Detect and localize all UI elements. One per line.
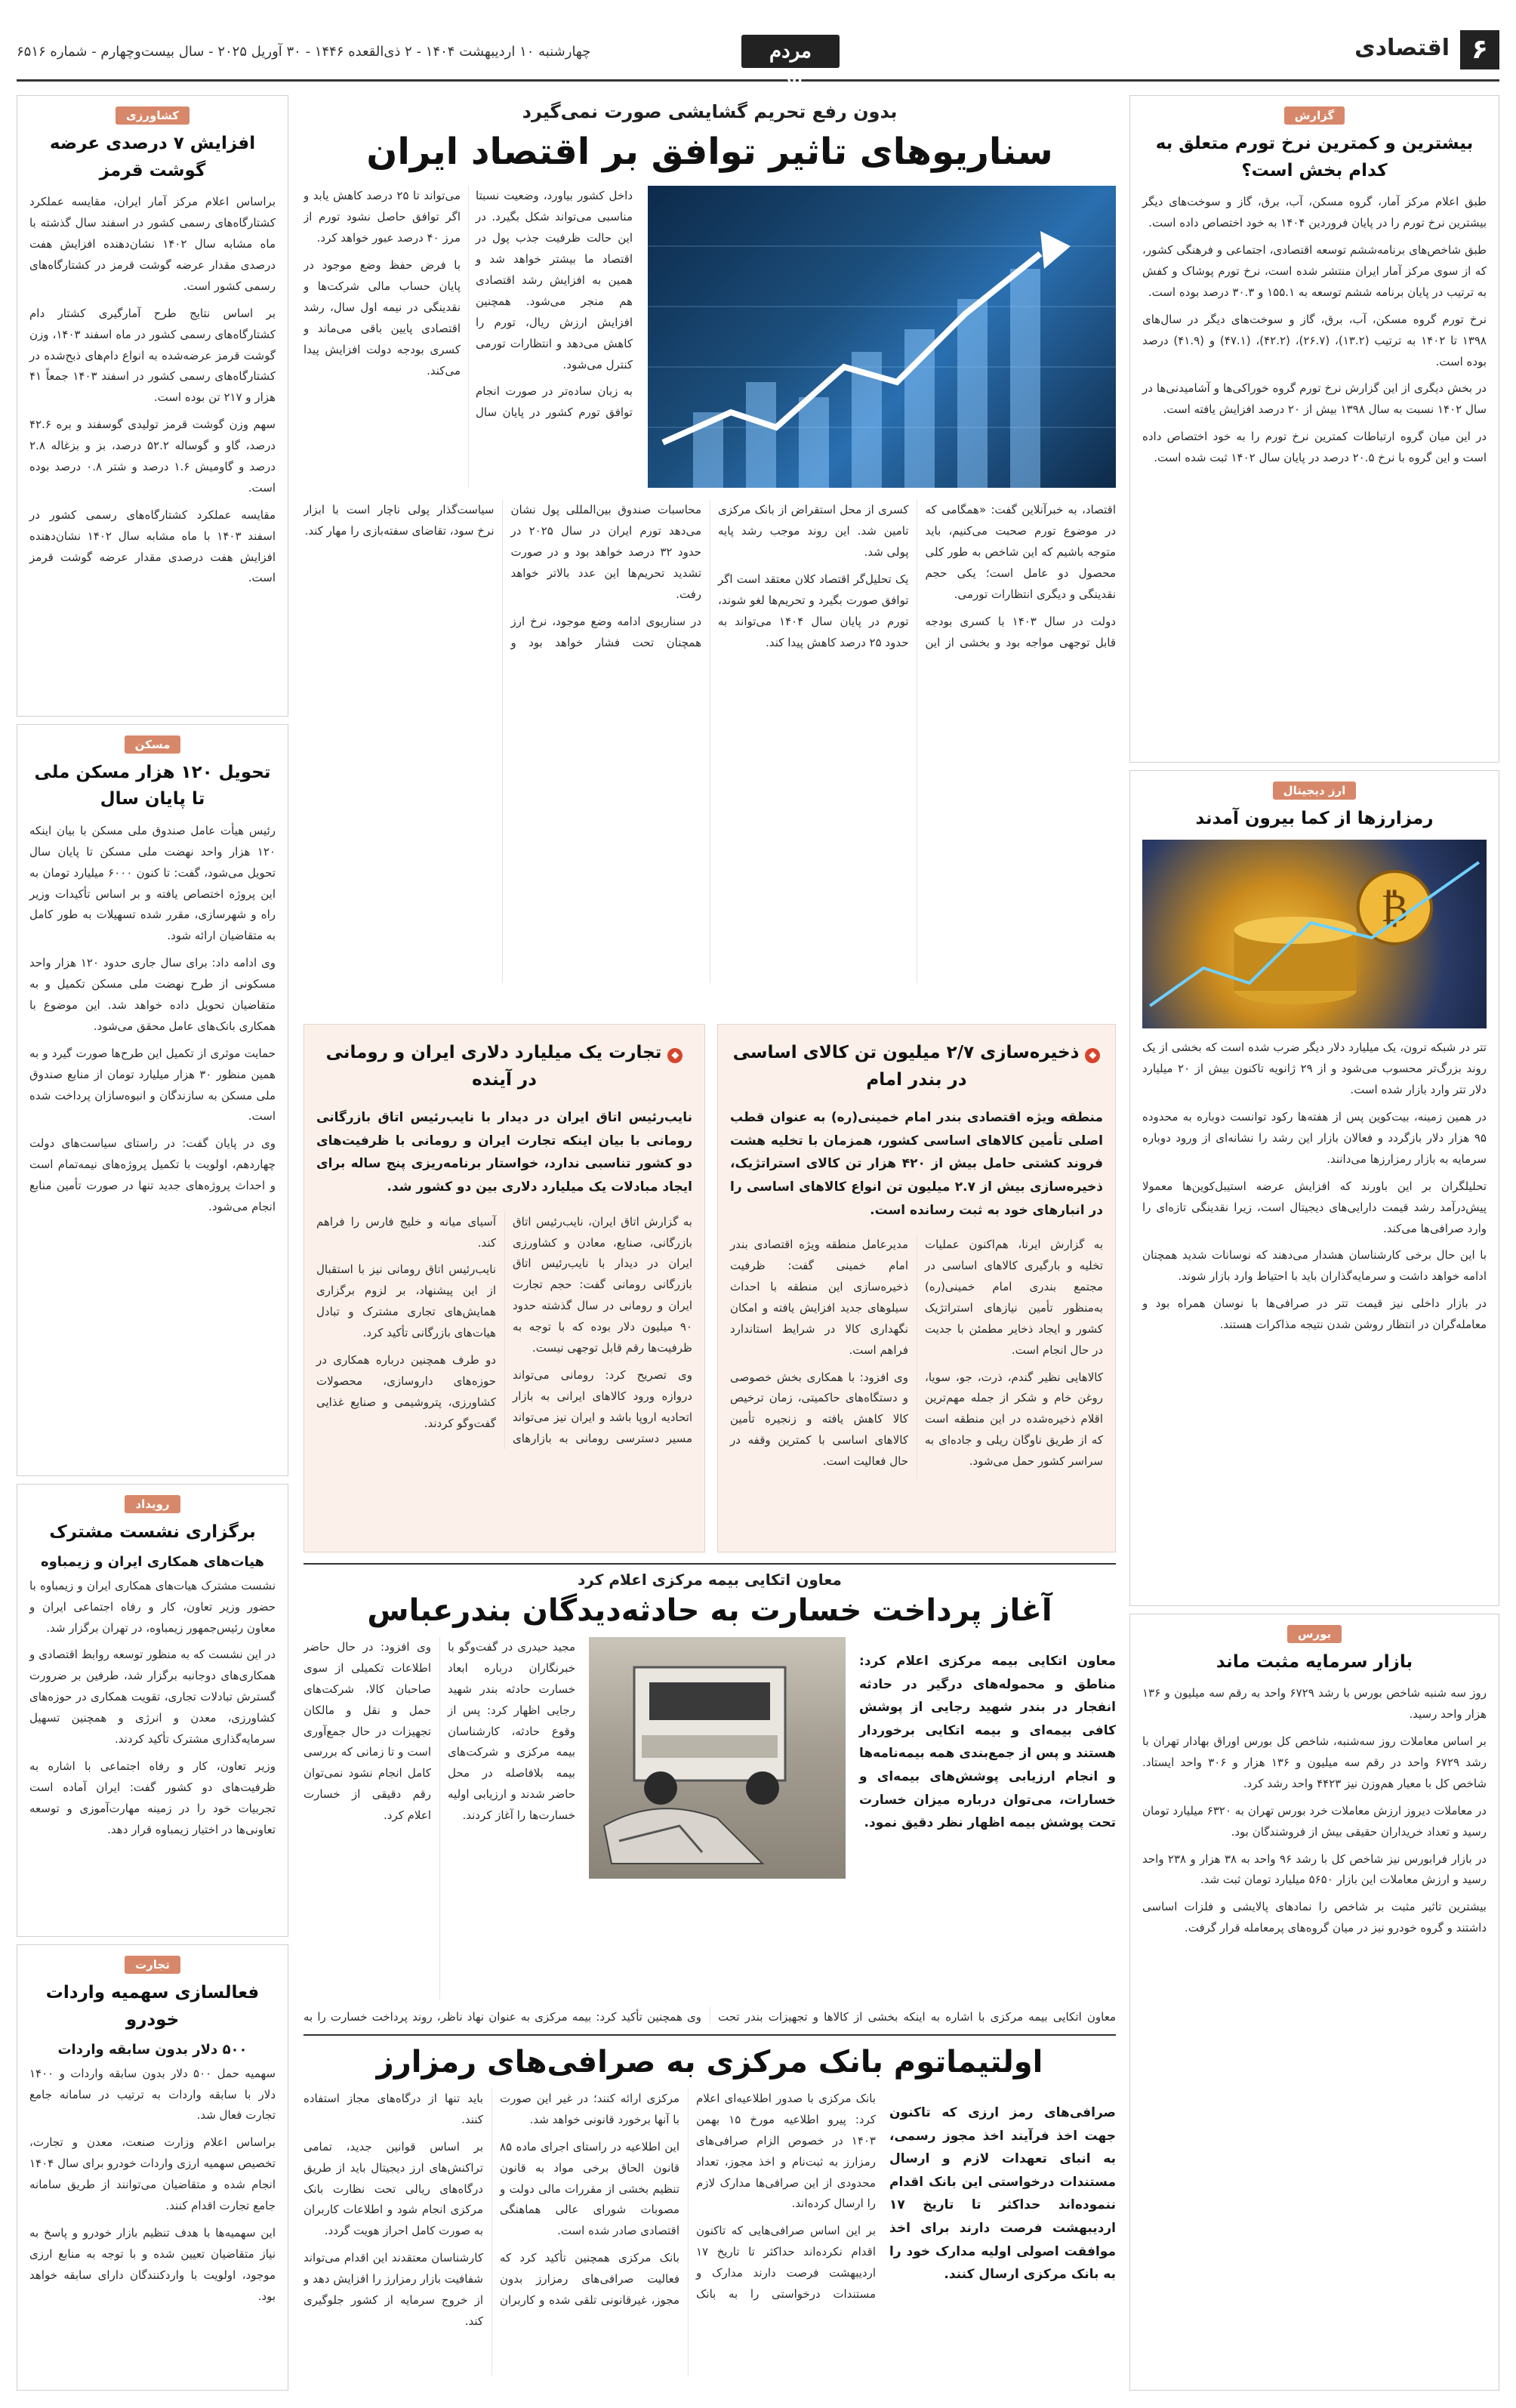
- article-title: بیشترین و کمترین نرخ تورم متعلق به کدام بخش است؟: [1155, 134, 1474, 180]
- article-subtitle: ۵۰۰ دلار بدون سابقه واردات: [57, 2041, 248, 2058]
- lead-kicker: بدون رفع تحریم گشایشی صورت نمی‌گیرد: [522, 101, 898, 122]
- paragraph: تحلیلگران بر این باورند که افزایش عرضه استیبل‌کوین‌ها معمولا پیش‌درآمد رشد قیمت دارایی‌های دیجیتال است، زیرا نقدینگی تازه‌ای را وارد صرافی‌ها می‌کند.: [1142, 1179, 1487, 1235]
- paragraph: داخل کشور بیاورد، وضعیت نسبتا مناسبی می‌تواند شکل بگیرد. در این حالت ظرفیت جذب پول در اقتصاد ما بیشتر خواهد شد و همین به افزایش رشد اقتصادی هم منجر می‌شود. همچنین افزایش ارزش ریال، تورم را کاهش می‌دهد و انتظارات تورمی کنترل می‌شود.: [476, 189, 633, 372]
- paragraph: بر اساس قوانین جدید، تمامی تراکنش‌های ارز دیجیتال باید از طریق درگاه‌های ریالی تحت نظارت بانک مرکزی انجام شود و اطلاعات کاربران به صورت کامل احراز هویت گردد.: [304, 2139, 483, 2238]
- paragraph: معاون اتکایی بیمه مرکزی با اشاره به اینکه بخشی از کالاها و تجهیزات بندر تحت: [718, 2010, 1116, 2024]
- paragraph: کالاهایی نظیر گندم، ذرت، جو، سویا، روغن خام و شکر از جمله مهم‌ترین اقلام ذخیره‌شده در این منطقه است که از طریق ناوگان ریلی و جاده‌ای به سراسر کشور حمل می‌شود.: [925, 1370, 1103, 1469]
- paragraph: براساس اعلام مرکز آمار ایران، مقایسه عملکرد کشتارگاه‌های رسمی کشور در اسفند سال گذشته با ماه مشابه سال ۱۴۰۲ نشان‌دهنده افزایش هفت درصدی مقدار عرضه گوشت قرمز در کشتارگاه‌های رسمی کشور است.: [29, 195, 276, 293]
- right-column: [1129, 95, 1499, 2391]
- paragraph: وی ادامه داد: برای سال جاری حدود ۱۲۰ هزار واحد مسکونی از طرح نهضت ملی مسکن تکمیل و به متقاضیان تحویل داده خواهد شد. این موضوع با همکاری بانک‌های عامل محقق می‌شود.: [29, 956, 276, 1033]
- paragraph: نشست مشترک هیات‌های همکاری ایران و زیمباوه با حضور وزیر تعاون، کار و رفاه اجتماعی ایران و معاون رئیس‌جمهور زیمباوه، در تهران برگزار شد.: [29, 1578, 276, 1635]
- paragraph: بانک مرکزی همچنین تأکید کرد که فعالیت صرافی‌های رمزارز بدون مجوز، غیرقانونی تلقی شده و کاربران باید تنها از درگاه‌های مجاز استفاده کنند.: [304, 2092, 679, 2308]
- section-tag: رویداد: [125, 1495, 180, 1513]
- masthead: [17, 14, 1499, 96]
- paragraph: کارشناسان معتقدند این اقدام می‌تواند شفافیت بازار رمزارز را افزایش دهد و از خروج سرمایه از کشور جلوگیری کند.: [304, 2251, 483, 2328]
- paragraph: به گزارش اتاق ایران، نایب‌رئیس اتاق بازرگانی، صنایع، معادن و کشاورزی ایران در دیدار با نایب‌رئیس اتاق بازرگانی رومانی گفت: حجم تجارت ایران و رومانی در سال گذشته حدود ۹۰ میلیون دلار بوده که با توجه به ظرفیت‌ها رقم قابل توجهی نیست.: [513, 1214, 692, 1355]
- paragraph: بر اساس نتایج طرح آمارگیری کشتار دام کشتارگاه‌های رسمی کشور در ماه اسفند ۱۴۰۳، وزن گوشت قرمز عرضه‌شده به انواع دام‌های ذبح‌شده در کشتارگاه‌های رسمی کشور در اسفند ۱۴۰۳ جمعاً ۴۱ هزار و ۲۱۷ تن بوده است.: [29, 306, 276, 405]
- section-tag: گزارش: [1284, 106, 1345, 125]
- svg-text:₿: ₿: [1381, 885, 1409, 932]
- article-title: برگزاری نشست مشترک: [49, 1522, 256, 1543]
- paragraph: محاسبات صندوق بین‌المللی پول نشان می‌دهد تورم ایران در سال ۲۰۲۵ در حدود ۳۲ درصد خواهد بود و در صورت تشدید تحریم‌ها این عدد بالاتر خواهد رفت.: [510, 503, 701, 601]
- section-tag: تجارت: [125, 1956, 180, 1974]
- article-title-text: تجارت یک میلیارد دلاری ایران و رومانی در آینده: [325, 1043, 662, 1090]
- paragraph: طبق شاخص‌های برنامه‌ششم توسعه اقتصادی، اجتماعی و فرهنگی کشور، که از سوی مرکز آمار ایران منتشر شده است، نرخ تورم پوشاک و کفش به ترتیب در پایان برنامه ششم توسعه به ۱۵۵.۱ و ۳۰.۳ درصد بوده است.: [1142, 243, 1487, 299]
- paragraph: رئیس هیأت عامل صندوق ملی مسکن با بیان اینکه ۱۲۰ هزار واحد نهضت ملی مسکن تا پایان سال تحویل می‌شود، گفت: تا کنون ۶۰۰۰ میلیارد تومان به این پروژه اختصاص یافته و بر اساس تأکیدات وزیر راه و شهرسازی، مقرر شده تسهیلات به طور کامل به متقاضیان ارائه شود.: [29, 823, 276, 943]
- paragraph: بیشترین تاثیر مثبت بر شاخص را نمادهای پالایشی و فلزات اساسی داشتند و گروه خودرو نیز در میان گروه‌های پرمعامله قرار گرفت.: [1142, 1900, 1487, 1935]
- paragraph: وزیر تعاون، کار و رفاه اجتماعی با اشاره به ظرفیت‌های دو کشور گفت: ایران آماده است تجربیات خود را در زمینه مهارت‌آموزی و توسعه تعاونی‌ها در اختیار زیمباوه قرار دهد.: [29, 1759, 276, 1836]
- stock-chart-image: [648, 186, 1116, 488]
- cbi-headline: اولتیماتوم بانک مرکزی به صرافی‌های رمزارز: [376, 2045, 1043, 2080]
- paragraph: در این نشست که به منظور توسعه روابط اقتصادی و همکاری‌های دوجانبه برگزار شد، طرفین بر ضرورت گسترش تبادلات تجاری، تقویت همکاری در حوزه‌های کشاورزی، معدن و انرژی و همچنین تسهیل سرمایه‌گذاری مشترک تأکید کردند.: [29, 1648, 276, 1747]
- article-lead: منطقه ویژه اقتصادی بندر امام خمینی(ره) به عنوان قطب اصلی تأمین کالاهای اساسی کشور، همزمان با تخلیه هشت فروند کشتی حامل بیش از ۴۲۰ هزار تن کالای استراتژیک، ذخیره‌سازی بیش از ۲.۷ میلیون تن انواع کالاهای اساسی را در انبارهای خود به ثبت رسانده است.: [730, 1110, 1104, 1218]
- article-title: [316, 1040, 692, 1093]
- article-marker-icon: ◆: [1085, 1048, 1100, 1063]
- paragraph: نرخ تورم گروه مسکن، آب، برق، گاز و سوخت‌های دیگر در سال‌های ۱۳۹۸ تا ۱۴۰۲ به ترتیب (۱۳.۲)، (۲۶.۷)، (۴۲.۲)، (۴۷.۱) و (۴۱.۹) درصد بوده است.: [1142, 312, 1487, 368]
- paragraph: طبق اعلام مرکز آمار، گروه مسکن، آب، برق، گاز و سوخت‌های دیگر بیشترین نرخ تورم را در پایان فروردین ۱۴۰۴ به خود اختصاص داده است.: [1142, 195, 1487, 230]
- paragraph: وی تصریح کرد: رومانی می‌تواند دروازه ورود کالاهای ایرانی به بازار اتحادیه اروپا باشد و ایران نیز می‌تواند مسیر دسترسی رومانی به بازارهای آسیای میانه و خلیج فارس را فراهم کند.: [316, 1214, 692, 1445]
- paragraph: نایب‌رئیس اتاق رومانی نیز با استقبال از این پیشنهاد، بر لزوم برگزاری همایش‌های تجاری مشترک و تبادل هیات‌های بازرگانی تأکید کرد.: [316, 1263, 496, 1340]
- article-title: رمزارزها از کما بیرون آمدند: [1195, 808, 1434, 828]
- paragraph: مجید حیدری در گفت‌وگو با خبرنگاران درباره ابعاد خسارت حادثه بندر شهید رجایی اظهار کرد: پس از وقوع حادثه، کارشناسان بیمه مرکزی و شرکت‌های بیمه بلافاصله در محل حاضر شدند و ارزیابی اولیه خسارت‌ها را آغاز کردند.: [448, 1640, 575, 1823]
- dateline: چهارشنبه ۱۰ اردیبهشت ۱۴۰۴ - ۲ ذی‌القعده ۱۴۴۶ - ۳۰ آوریل ۲۰۲۵ - سال بیست‌وچهارم - شماره ۶۵۱۶: [17, 44, 591, 60]
- paragraph: اقتصاد، به خبرآنلاین گفت: «همگامی که در موضوع تورم صحبت می‌کنیم، باید متوجه باشیم که این شاخص به طور کلی محصول دو عامل است؛ یکی حجم نقدینگی و دیگری انتظارات تورمی.: [925, 503, 1116, 601]
- paragraph: وی در پایان گفت: در راستای سیاست‌های دولت چهاردهم، اولویت با تکمیل پروژه‌های نیمه‌تمام است و احداث پروژه‌های جدید تنها در صورت تأمین منابع انجام می‌شود.: [29, 1136, 276, 1213]
- paragraph: وی افزود: با همکاری بخش خصوصی و دستگاه‌های حاکمیتی، زمان ترخیص کالا کاهش یافته و زنجیره تأمین کالاهای اساسی با کمترین وقفه در حال فعالیت است.: [730, 1370, 908, 1469]
- paragraph: بر این اساس صرافی‌هایی که تاکنون اقدام نکرده‌اند حداکثر تا تاریخ ۱۷ اردیبهشت فرصت دارند مدارک و مستندات درخواستی را به بانک مرکزی ارائه کنند؛ در غیر این صورت با آنها برخورد قانونی خواهد شد.: [500, 2092, 876, 2302]
- paragraph: در سناریوی ادامه وضع موجود، نرخ ارز همچنان تحت فشار خواهد بود و سیاست‌گذار پولی ناچار است با ابزار نرخ سود، تقاضای سفته‌بازی را مهار کند.: [304, 503, 701, 649]
- article-marker-icon: ◆: [667, 1048, 683, 1063]
- paragraph: با فرض حفظ وضع موجود در پایان حساب مالی شرکت‌ها و نقدینگی در نیمه اول سال، رشد اقتصادی پایین باقی می‌ماند و کسری بودجه دولت افزایش پیدا می‌کند.: [304, 258, 461, 378]
- iran-romania-box: [304, 1024, 705, 1552]
- paragraph: مدیرعامل منطقه ویژه اقتصادی بندر امام خمینی گفت: ظرفیت ذخیره‌سازی این منطقه با احداث سیلوهای جدید افزایش یافته و امکان نگهداری کالا در شرایط استاندارد فراهم است.: [730, 1238, 908, 1357]
- paragraph: سهم وزن گوشت قرمز تولیدی گوسفند و بره ۴۲.۶ درصد، گاو و گوساله ۵۲.۲ درصد، بز و بزغاله ۲.۸ درصد و گاومیش ۱.۶ درصد و شتر ۰.۸ درصد بوده است.: [29, 418, 276, 495]
- crash-scene-image: [589, 1637, 846, 1879]
- lead-story: [304, 95, 1116, 1016]
- article-title: بازار سرمایه مثبت ماند: [1216, 1651, 1413, 1672]
- paragraph: این سهمیه‌ها با هدف تنظیم بازار خودرو و پاسخ به نیاز متقاضیان تعیین شده و با توجه به منابع ارزی موجود، اولویت با واردکنندگان دارای سابقه خواهد بود.: [29, 2225, 276, 2303]
- coin-stack-graphic: [1142, 840, 1487, 1028]
- agri-box: [17, 95, 288, 717]
- damaged-truck-graphic: [589, 1637, 846, 1879]
- paragraph: در بخش دیگری از این گزارش نرخ تورم گروه خوراکی‌ها و آشامیدنی‌ها در سال ۱۴۰۲ نسبت به سال ۱۳۹۸ بیش از ۲۰ درصد افزایش یافته است.: [1142, 381, 1487, 417]
- paragraph: با این حال برخی کارشناسان هشدار می‌دهند که نوسانات شدید همچنان ادامه خواهد داشت و سرمایه‌گذاران باید با احتیاط وارد بازار شوند.: [1142, 1248, 1487, 1284]
- paragraph: به زبان ساده‌تر در صورت انجام توافق تورم کشور در پایان سال می‌تواند تا ۲۵ درصد کاهش یابد و اگر توافق حاصل نشود تورم از مرز ۴۰ درصد عبور خواهد کرد.: [304, 189, 633, 420]
- insurance-kicker: معاون اتکایی بیمه مرکزی اعلام کرد: [578, 1571, 842, 1589]
- paragraph: حمایت موثری از تکمیل این طرح‌ها صورت گیرد و به همین منظور ۳۰ هزار میلیارد تومان از منابع صندوق ملی مسکن به سازندگان و انبوه‌سازان پرداخت شده است.: [29, 1046, 276, 1124]
- paragraph: دو طرف همچنین درباره همکاری در حوزه‌های داروسازی، محصولات کشاورزی، پتروشیمی و صنایع غذایی گفت‌وگو کردند.: [316, 1353, 496, 1430]
- paragraph: به گزارش ایرنا، هم‌اکنون عملیات تخلیه و بارگیری کالاهای اساسی در مجتمع بندری امام خمینی(ره) به‌منظور تأمین نیازهای استراتژیک کشور و ایجاد ذخایر مطمئن با جدیت در حال انجام است.: [925, 1238, 1103, 1357]
- article-title: فعالسازی سهمیه واردات خودرو: [45, 1983, 260, 2030]
- article-title: افزایش ۷ درصدی عرضه گوشت قرمز: [49, 134, 256, 180]
- section-tag: کشاورزی: [116, 106, 190, 125]
- paragraph: در بازار داخلی نیز قیمت تتر در صرافی‌ها با نوسان همراه بود و معامله‌گران در انتظار روشن شدن نتیجه مذاکرات هستند.: [1142, 1296, 1487, 1332]
- bourse-box: [1129, 1614, 1499, 2391]
- paragraph: روز سه شنبه شاخص بورس با رشد ۶۷۲۹ واحد به رقم سه میلیون و ۱۳۶ هزار واحد رسید.: [1142, 1686, 1487, 1722]
- section-tag: ارز دیجیتال: [1273, 782, 1357, 800]
- paragraph: براساس اعلام وزارت صنعت، معدن و تجارت، تخصیص سهمیه ارزی واردات خودرو برای سال ۱۴۰۴ انجام شده و متقاضیان می‌توانند از طریق سامانه جامع تجارت اقدام کنند.: [29, 2135, 276, 2213]
- section-name: اقتصادی: [1354, 35, 1450, 61]
- article-title-text: ذخیره‌سازی ۲/۷ میلیون تن کالای اساسی در بندر امام: [732, 1043, 1080, 1090]
- paragraph: وی همچنین تأکید کرد: بیمه مرکزی به عنوان نهاد ناظر، روند پرداخت خسارت را به: [304, 2010, 701, 2024]
- report-box: [1129, 95, 1499, 763]
- paragraph: در این میان گروه ارتباطات کمترین نرخ تورم را به خود اختصاص داده است و این گروه با نرخ ۲۰.۵ درصد در پایان سال ۱۴۰۲ ثبت شده است.: [1142, 430, 1487, 465]
- crypto-box: [1129, 770, 1499, 1606]
- paragraph: بر اساس معاملات روز سه‌شنبه، شاخص کل بورس اوراق بهادار تهران با رشد ۶۷۲۹ واحد در رقم سه میلیون و ۱۳۶ هزار و ۳۰۶ واحد ایستاد. شاخص کل با معیار هم‌وزن نیز ۴۴۲۳ واحد رشد کرد.: [1142, 1734, 1487, 1790]
- paragraph: تتر در شبکه ترون، یک میلیارد دلار دیگر ضرب شده است که بخشی از یک روند بزرگ‌تر محسوب می‌شود و از ۲۹ ژانویه تاکنون بیش از ۲۰ میلیارد دلار تتر وارد بازار شده است.: [1142, 1041, 1487, 1097]
- paragraph: سهمیه حمل ۵۰۰ دلار بدون سابقه واردات و ۱۴۰۰ دلار با سابقه واردات به ترتیب در سامانه جامع تجارت فعال شد.: [29, 2066, 276, 2123]
- paragraph: در معاملات دیروز ارزش معاملات خرد بورس تهران به ۶۳۲۰ میلیارد تومان رسید و تعداد خریداران حقیقی بیش از فروشندگان بود.: [1142, 1803, 1487, 1839]
- cbi-story: [304, 2034, 1116, 2391]
- insurance-headline: آغاز پرداخت خسارت به حادثه‌دیدگان بندرعباس: [367, 1593, 1052, 1628]
- paragraph: در بازار فرابورس نیز شاخص کل با رشد ۹۶ واحد به ۳۸ هزار و ۲۳۸ واحد رسید و ارزش معاملات این بازار ۵۶۵۰ میلیارد تومان ثبت شد.: [1142, 1851, 1487, 1887]
- paragraph: وی افزود: در حال حاضر اطلاعات تکمیلی از سوی صاحبان کالا، شرکت‌های حمل و نقل و مالکان تجهیزات در حال جمع‌آوری است و تا زمانی که بررسی کامل انجام نشود نمی‌توان رقم دقیقی از خسارت اعلام کرد.: [304, 1640, 431, 1823]
- trade-box: [17, 1944, 288, 2391]
- paragraph: در همین زمینه، بیت‌کوین پس از هفته‌ها رکود توانست دوباره به محدوده ۹۵ هزار دلار بازگردد و فعالان بازار این رشد را نشانه‌ای از ورود دوباره سرمایه به بازار رمزارزها می‌دانند.: [1142, 1110, 1487, 1166]
- left-column: [17, 95, 288, 2391]
- rising-chart-graphic: [648, 186, 1116, 488]
- insurance-story: [304, 1563, 1116, 2024]
- paragraph: دولت در سال ۱۴۰۳ با کسری بودجه قابل توجهی مواجه بود و بخشی از این کسری از محل استقراض از بانک مرکزی تامین شد. این روند موجب رشد پایه پولی شد.: [718, 503, 1116, 649]
- article-subtitle: هیات‌های همکاری ایران و زیمباوه: [40, 1553, 265, 1570]
- page-number: ۶: [1460, 30, 1499, 69]
- article-lead: صرافی‌های رمز ارزی که تاکنون جهت اخذ فرآیند اخذ مجوز رسمی، به انبای تعهدات لازم و ارسال مستندات درخواستی این بانک اقدام ننموده‌اند حداکثر تا تاریخ ۱۷ اردیبهشت فرصت دارند برای اخذ موافقت اصولی اولیه مدارک خود را به بانک مرکزی ارسال کنند.: [889, 2105, 1116, 2283]
- article-title: [730, 1040, 1103, 1093]
- paragraph: بانک مرکزی با صدور اطلاعیه‌ای اعلام کرد: پیرو اطلاعیه مورخ ۱۵ بهمن ۱۴۰۳ در خصوص الزام صرافی‌های رمزارز به ثبت‌نام و اخذ مجوز، تعداد محدودی از این صرافی‌ها مدارک لازم را ارسال کرده‌اند.: [696, 2092, 876, 2211]
- article-title: تحویل ۱۲۰ هزار مسکن ملی تا پایان سال: [34, 762, 271, 809]
- article-lead: نایب‌رئیس اتاق ایران در دیدار با نایب‌رئیس اتاق بازرگانی رومانی با بیان اینکه تجارت ایران و رومانی با ظرفیت‌های دو کشور تناسبی ندارد، خواستار برنامه‌ریزی پنج ساله برای ایجاد مبادلات یک میلیارد دلاری بین دو کشور شد.: [316, 1110, 692, 1195]
- paragraph: این اطلاعیه در راستای اجرای ماده ۸۵ قانون الحاق برخی مواد به قانون تنظیم بخشی از مقررات مالی دولت و مصوبات شورای عالی هماهنگی اقتصادی صادر شده است.: [500, 2139, 679, 2238]
- section-tag: مسکن: [125, 735, 181, 754]
- crypto-coins-image: [1142, 840, 1487, 1028]
- housing-box: [17, 724, 288, 1477]
- article-lead: معاون اتکایی بیمه مرکزی اعلام کرد: مناطق و محموله‌های درگیر در حادثه انفجار در بندر شهید رجایی از پوشش کافی بیمه‌ای و بیمه اتکایی برخوردار هستند و پس از جمع‌بندی همه بیمه‌نامه‌ها و انجام ارزیابی پوشش‌های بیمه‌ای و خسارات، می‌توان درباره میزان خسارت تحت پوشش بیمه اظهار نظر دقیق نمود.: [859, 1654, 1116, 1831]
- event-box: [17, 1484, 288, 1937]
- section-tag: بورس: [1287, 1625, 1342, 1643]
- lead-headline: سناریوهای تاثیر توافق بر اقتصاد ایران: [366, 131, 1053, 173]
- newspaper-logo: مردم سالاری: [741, 35, 840, 68]
- paragraph: مقایسه عملکرد کشتارگاه‌های رسمی کشور در اسفند ۱۴۰۳ با ماه مشابه سال ۱۴۰۲ نشان‌دهنده افزایش هفت درصدی مقدار عرضه گوشت قرمز است.: [29, 507, 276, 585]
- port-storage-box: [717, 1024, 1116, 1552]
- paragraph: یک تحلیل‌گر اقتصاد کلان معتقد است اگر توافق صورت بگیرد و تحریم‌ها لغو شوند، تورم در پایان سال ۱۴۰۴ می‌تواند به حدود ۲۵ درصد کاهش پیدا کند.: [718, 572, 909, 649]
